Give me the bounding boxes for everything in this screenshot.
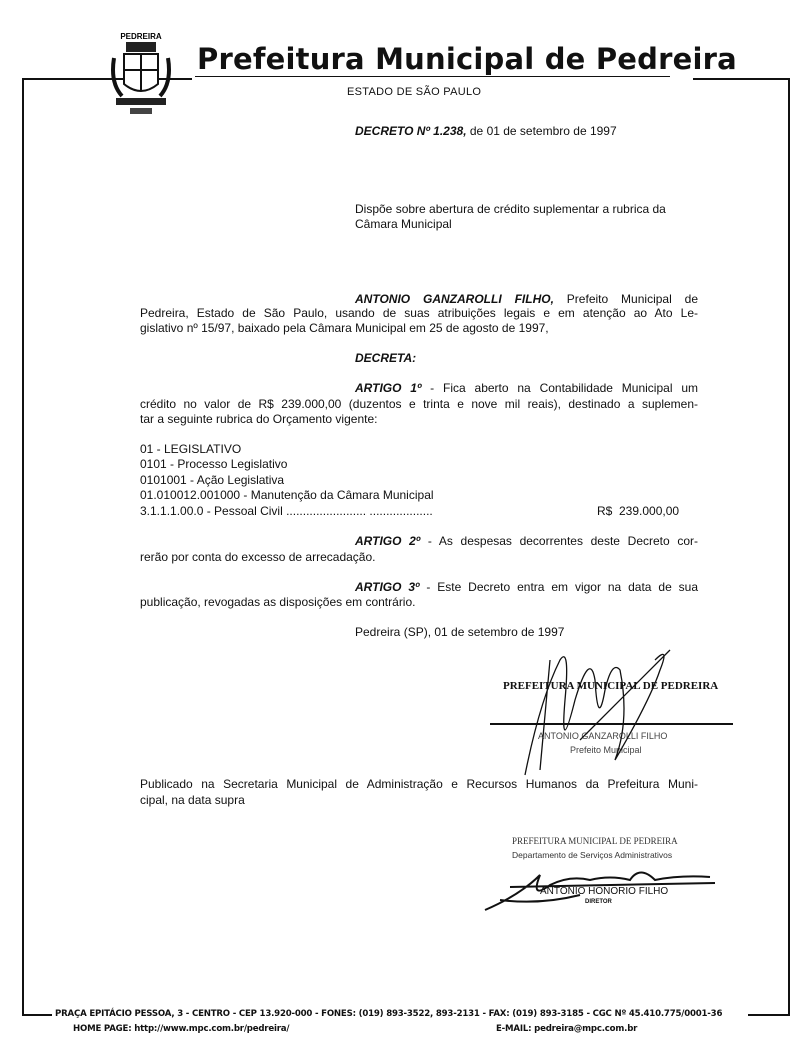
summary-line-1: Dispõe sobre abertura de crédito suplementar a rubrica da	[355, 202, 666, 216]
footer-homepage[interactable]: HOME PAGE: http://www.mpc.com.br/pedreira/	[73, 1024, 290, 1034]
signature-1-org: PREFEITURA MUNICIPAL DE PEDREIRA	[503, 680, 719, 692]
article-1-label: ARTIGO 1º	[355, 381, 422, 395]
coat-of-arms-logo	[108, 28, 174, 120]
article-3-line-2: publicação, revogadas as disposições em contrário.	[140, 595, 416, 609]
budget-line: 01 - LEGISLATIVO	[140, 442, 242, 456]
article-1-line-1	[355, 381, 698, 395]
footer-email[interactable]: E-MAIL: pedreira@mpc.com.br	[496, 1024, 638, 1034]
article-3-text: - Este Decreto entra em vigor na data de sua	[419, 580, 698, 594]
preamble-line-2: Pedreira, Estado de São Paulo, usando de suas atribuições legais e em atenção ao Ato Le-	[140, 306, 698, 320]
article-2-text: - As despesas decorrentes deste Decreto cor-	[420, 534, 699, 548]
frame-bottom-right	[748, 1014, 790, 1016]
article-1-line-3: tar a seguinte rubrica do Orçamento vigente:	[140, 412, 378, 426]
article-2-label: ARTIGO 2º	[355, 534, 421, 548]
article-1-line-2: crédito no valor de R$ 239.000,00 (duzentos e trinta e nove mil reais), destinado a suplemen-	[140, 397, 698, 411]
preamble-text: Prefeito Municipal de	[553, 292, 698, 306]
article-3-label: ARTIGO 3º	[355, 580, 420, 594]
header-title: Prefeitura Municipal de Pedreira	[197, 42, 737, 76]
preamble-line-1	[355, 292, 698, 306]
decree-number: DECRETO Nº 1.238,	[355, 124, 467, 138]
budget-line: 3.1.1.1.00.0 - Pessoal Civil ........................ ...................	[140, 504, 433, 518]
publication-line-2: cipal, na data supra	[140, 793, 245, 807]
frame-left	[22, 78, 24, 1016]
article-2-line-2: rerão por conta do excesso de arrecadação.	[140, 550, 376, 564]
signature-1-name: ANTONIO GANZAROLLI FILHO	[538, 731, 668, 741]
frame-bottom-left	[22, 1014, 52, 1016]
preamble-line-3: gislativo nº 15/97, baixado pela Câmara Municipal em 25 de agosto de 1997,	[140, 321, 549, 335]
decree-heading	[355, 124, 617, 138]
budget-amount: R$ 239.000,00	[597, 504, 680, 518]
frame-right	[788, 78, 790, 1016]
article-3-line-1	[355, 580, 698, 594]
frame-top-right	[693, 78, 790, 80]
signature-2-dept: Departamento de Serviços Administrativos	[512, 850, 673, 860]
signature-2-org: PREFEITURA MUNICIPAL DE PEDREIRA	[512, 836, 678, 846]
article-2-line-1	[355, 534, 698, 548]
signature-2-name: ANTONIO HONORIO FILHO	[540, 886, 669, 897]
signature-2-role: DIRETOR	[585, 899, 612, 905]
footer-address: PRAÇA EPITÁCIO PESSOA, 3 - CENTRO - CEP 13.920-000 - FONES: (019) 893-3522, 893-2131 - FAX: (019) 893-3185 - CGC Nº 45.410.775/0001-36	[55, 1009, 723, 1019]
mayor-name: ANTONIO GANZAROLLI FILHO,	[355, 292, 554, 306]
place-date: Pedreira (SP), 01 de setembro de 1997	[355, 625, 565, 639]
summary-line-2: Câmara Municipal	[355, 217, 452, 231]
article-1-text: - Fica aberto na Contabilidade Municipal um	[421, 381, 698, 395]
signature-1-handwriting	[520, 640, 720, 780]
budget-line: 0101 - Processo Legislativo	[140, 457, 288, 471]
budget-line: 01.010012.001000 - Manutenção da Câmara Municipal	[140, 488, 434, 502]
title-underline	[195, 76, 670, 77]
signature-2-handwriting	[480, 855, 720, 915]
publication-line-1: Publicado na Secretaria Municipal de Administração e Recursos Humanos da Prefeitura Muni-	[140, 777, 698, 791]
signature-1-role: Prefeito Municipal	[570, 745, 642, 755]
decreta-heading: DECRETA:	[355, 351, 417, 365]
budget-line: 0101001 - Ação Legislativa	[140, 473, 285, 487]
svg-text:PEDREIRA: PEDREIRA	[120, 32, 162, 41]
decree-date: de 01 de setembro de 1997	[466, 124, 617, 138]
header-state: ESTADO DE SÃO PAULO	[347, 86, 482, 98]
